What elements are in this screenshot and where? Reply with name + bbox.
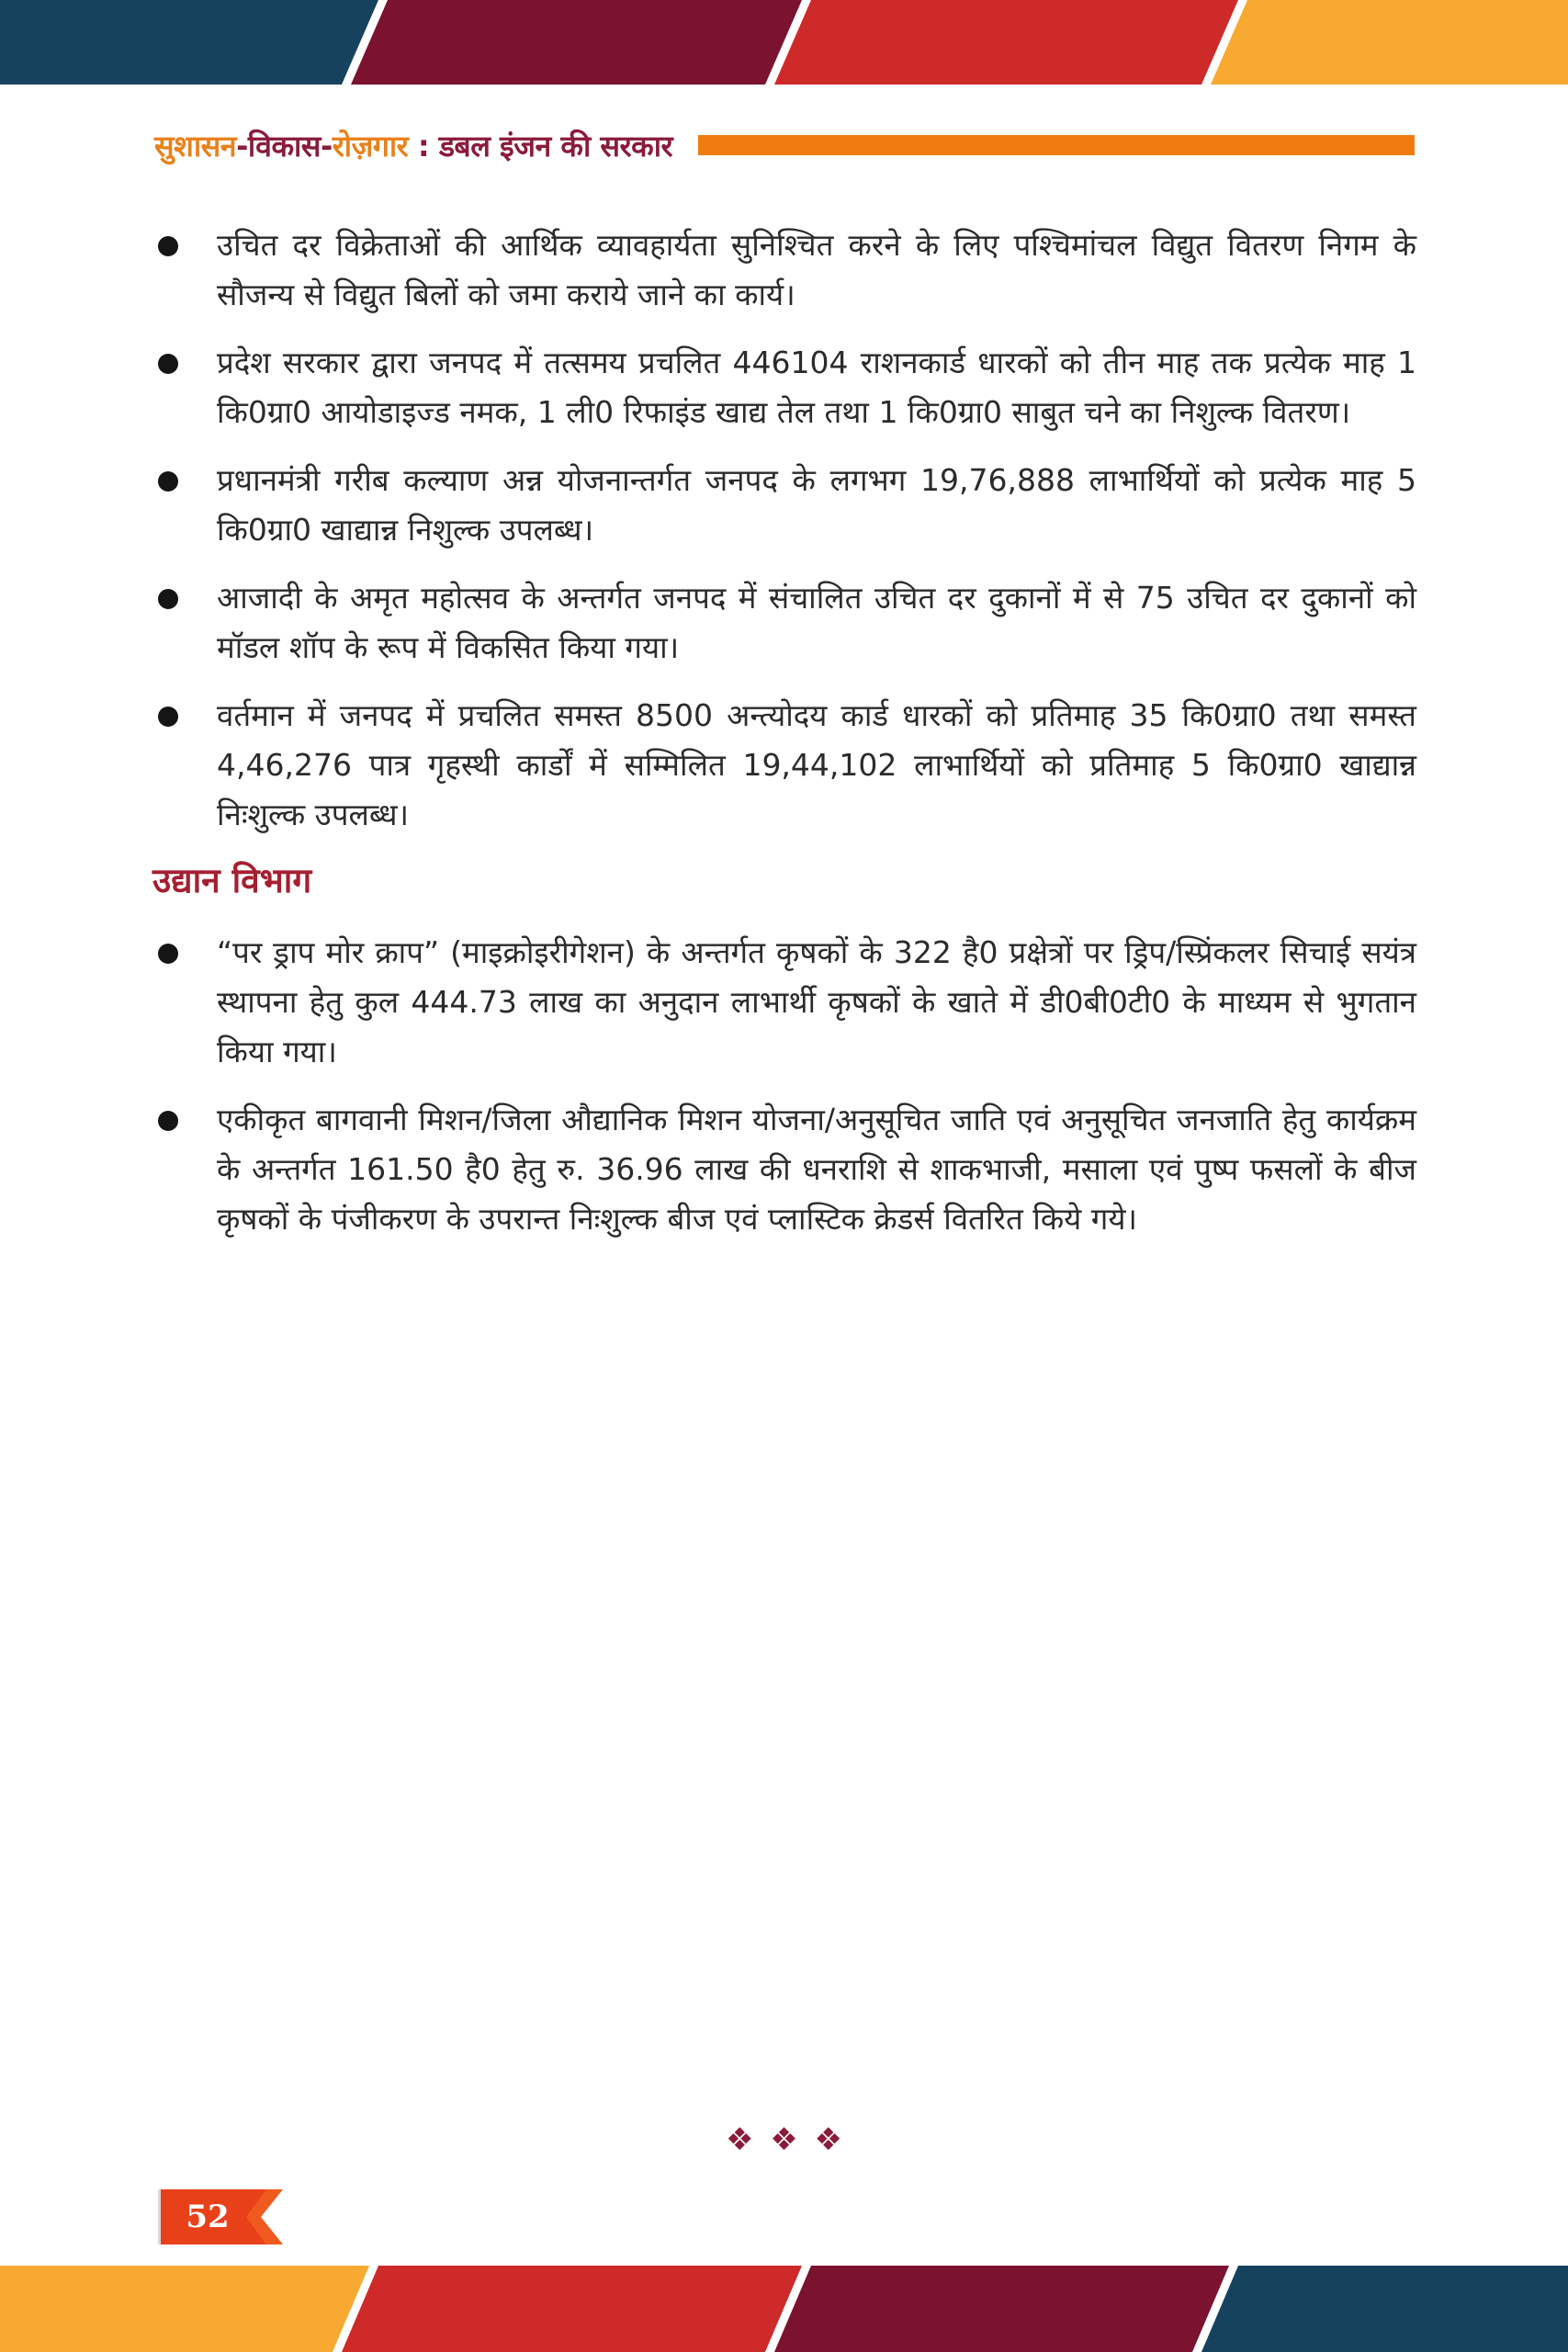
top-band-amber: [1211, 0, 1568, 85]
top-band-navy: [0, 0, 378, 85]
list-item-text: प्रदेश सरकार द्वारा जनपद में तत्समय प्रचलित 446104 राशनकार्ड धारकों को तीन माह तक प्रत्येक माह 1 कि0ग्रा0 आयोडाइज्ड नमक, 1 ली0 रिफाइंड खाद्य तेल तथा 1 कि0ग्रा0 साबुत चने का निशुल्क वितरण।: [217, 345, 1416, 430]
list-item: [152, 456, 1416, 555]
list-item: [152, 1095, 1416, 1244]
page-content: [152, 220, 1416, 1262]
bullet-dot: [158, 944, 178, 964]
header-title-sep2: -: [320, 128, 333, 164]
page-number: 52: [186, 2199, 230, 2235]
diamond-ornament-icon: ❖: [726, 2121, 754, 2158]
bullet-dot: [158, 236, 178, 256]
list-item-text: आजादी के अमृत महोत्सव के अन्तर्गत जनपद में संचालित उचित दर दुकानों में से 75 उचित दर दुकानों को मॉडल शॉप के रूप में विकसित किया गया।: [217, 580, 1416, 665]
bullet-dot: [158, 707, 178, 727]
list-item: [152, 691, 1416, 840]
header-title-rest: : डबल इंजन की सरकार: [408, 128, 673, 164]
list-item-text: एकीकृत बागवानी मिशन/जिला औद्यानिक मिशन योजना/अनुसूचित जाति एवं अनुसूचित जनजाति हेतु कार्यक्रम के अन्तर्गत 161.50 है0 हेतु रु. 36.96 लाख की धनराशि से शाकभाजी, मसाला एवं पुष्प फसलों के बीज कृषकों के पंजीकरण के उपरान्त निःशुल्क बीज एवं प्लास्टिक क्रेडर्स वितरित किये गये।: [217, 1102, 1416, 1237]
list-item-text: प्रधानमंत्री गरीब कल्याण अन्न योजनान्तर्गत जनपद के लगभग 19,76,888 लाभार्थियों को प्रत्येक माह 5 कि0ग्रा0 खाद्यान्न निशुल्क उपलब्ध।: [217, 462, 1416, 548]
header-orange-rule: [698, 135, 1415, 155]
list-item-text: उचित दर विक्रेताओं की आर्थिक व्यावहार्यता सुनिश्चित करने के लिए पश्चिमांचल विद्युत वितरण निगम के सौजन्य से विद्युत बिलों को जमा कराये जाने का कार्य।: [217, 227, 1416, 312]
bullet-dot: [158, 1111, 178, 1131]
bullet-dot: [158, 471, 178, 492]
header-title: [154, 126, 672, 165]
list-item: [152, 220, 1416, 320]
list-item: [152, 928, 1416, 1077]
bottom-band-maroon: [774, 2266, 1229, 2352]
bottom-band-navy: [1201, 2266, 1568, 2352]
list-item-text: “पर ड्राप मोर क्राप” (माइक्रोइरीगेशन) के अन्तर्गत कृषकों के 322 है0 प्रक्षेत्रों पर ड्रिप/स्प्रिंकलर सिचाई सयंत्र स्थापना हेतु कुल 444.73 लाख का अनुदान लाभार्थी कृषकों के खाते में डी0बी0टी0 के माध्यम से भुगतान किया गया।: [217, 934, 1416, 1069]
header-title-sep1: -: [236, 128, 248, 164]
list-item: [152, 573, 1416, 673]
header-title-part3: रोज़गार: [332, 128, 409, 164]
section-heading: उद्यान विभाग: [152, 861, 312, 900]
bottom-band-red: [342, 2266, 802, 2352]
bullet-dot: [158, 354, 178, 374]
running-header: [154, 125, 1415, 165]
top-band-red: [774, 0, 1238, 85]
header-title-part1: सुशासन: [154, 128, 237, 164]
list-item: [152, 338, 1416, 437]
bottom-band-amber: [0, 2266, 369, 2352]
top-band-maroon: [351, 0, 802, 85]
end-ornament: [726, 2120, 842, 2160]
bullet-dot: [158, 589, 178, 609]
list-item-text: वर्तमान में जनपद में प्रचलित समस्त 8500 अन्त्योदय कार्ड धारकों को प्रतिमाह 35 कि0ग्रा0 तथा समस्त 4,46,276 पात्र गृहस्थी कार्डों में सम्मिलित 19,44,102 लाभार्थियों को प्रतिमाह 5 कि0ग्रा0 खाद्यान्न निःशुल्क उपलब्ध।: [217, 697, 1416, 832]
bottom-color-band: [0, 2266, 1568, 2352]
diamond-ornament-icon: ❖: [770, 2121, 798, 2158]
top-color-band: [0, 0, 1568, 85]
diamond-ornament-icon: ❖: [814, 2121, 842, 2158]
header-title-part2: विकास: [247, 128, 321, 164]
page-number-tab: [158, 2189, 287, 2245]
